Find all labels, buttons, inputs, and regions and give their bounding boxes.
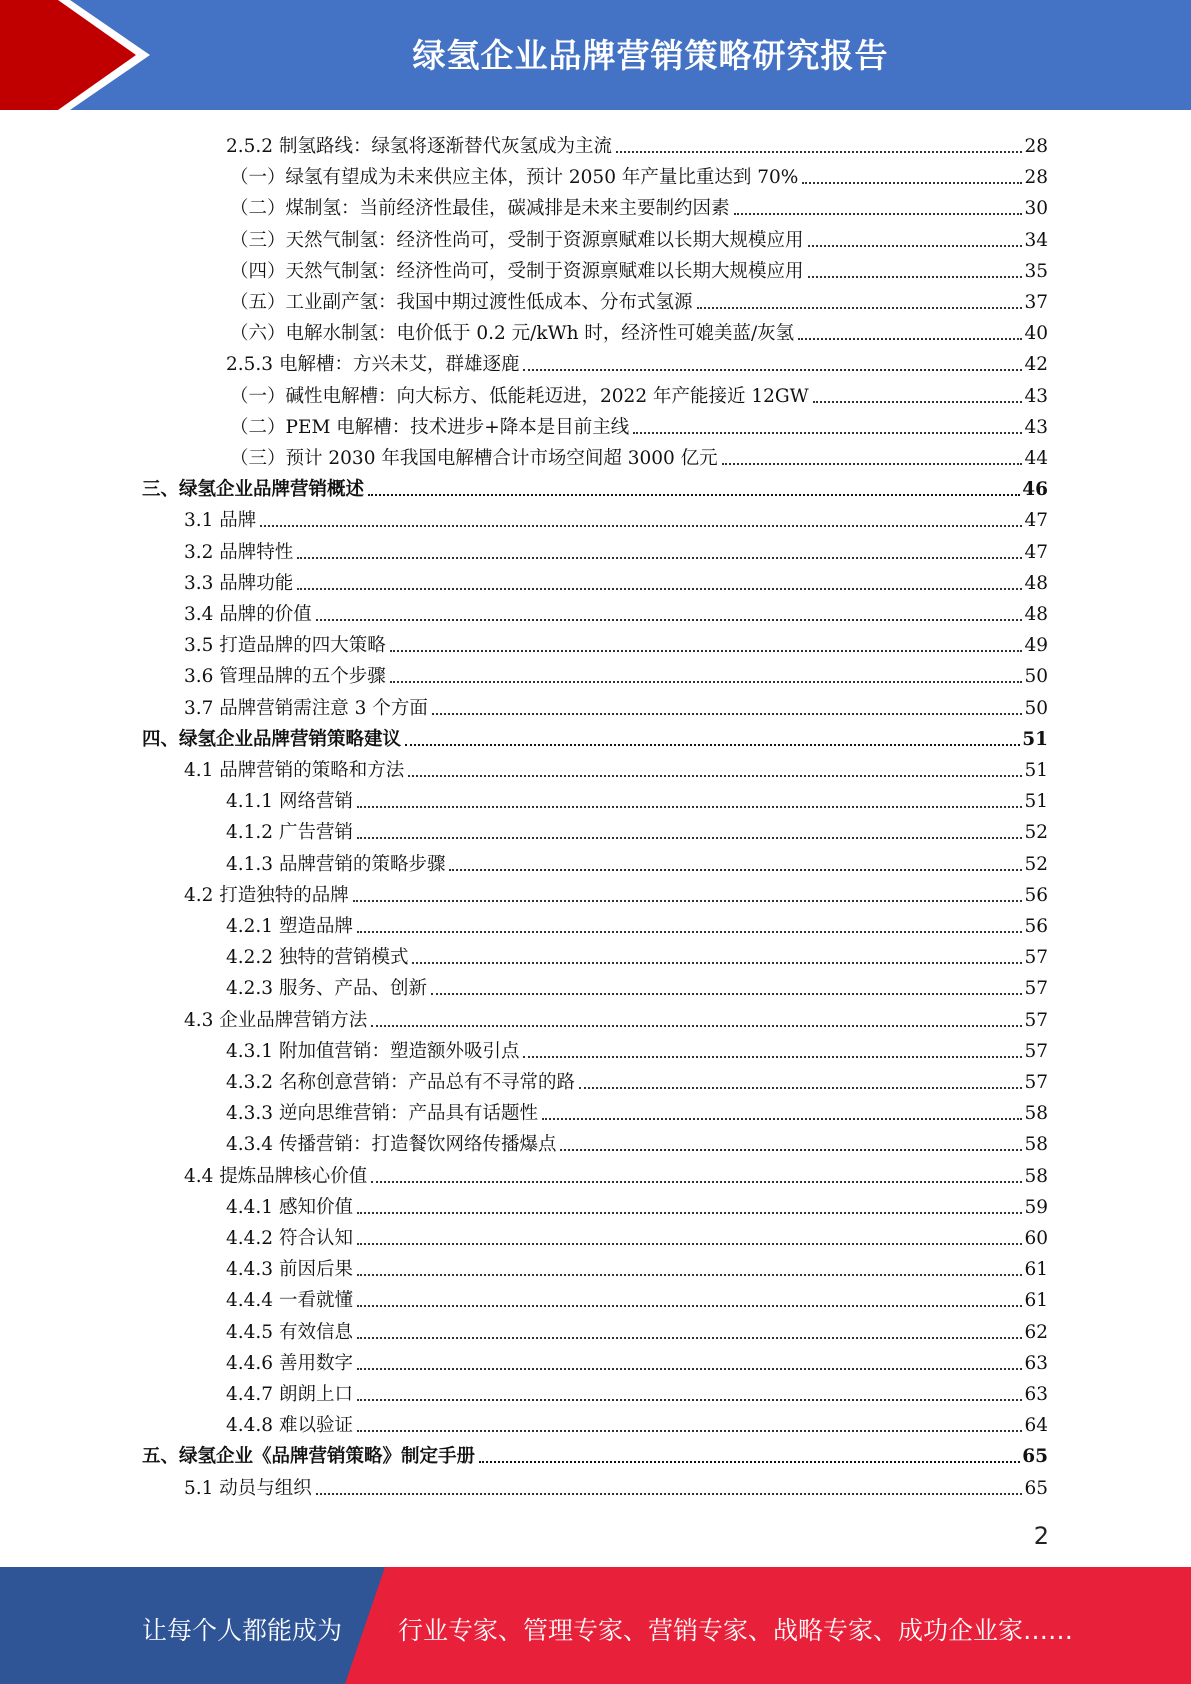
toc-entry[interactable] (226, 1189, 1048, 1219)
toc-entry-title: 4.4.6 善用数字 (226, 1352, 353, 1374)
toc-leader-dots (633, 432, 1022, 434)
toc-entry[interactable] (184, 752, 1048, 782)
toc-leader-dots (808, 245, 1023, 247)
toc-entry[interactable] (230, 253, 1048, 283)
toc-entry-title: 4.1.2 广告营销 (226, 822, 353, 844)
toc-entry-title: 3.6 管理品牌的五个步骤 (184, 666, 386, 688)
toc-entry-page: 37 (1024, 292, 1048, 313)
toc-entry-title: （六）电解水制氢：电价低于 0.2 元/kWh 时，经济性可媲美蓝/灰氢 (230, 323, 795, 345)
toc-entry-page: 50 (1024, 666, 1048, 688)
toc-entry[interactable] (184, 877, 1048, 907)
toc-entry-title: 2.5.3 电解槽：方兴未艾，群雄逐鹿 (226, 354, 520, 376)
toc-entry[interactable] (226, 814, 1048, 844)
toc-entry-title: 五、绿氢企业《品牌营销策略》制定手册 (142, 1446, 476, 1468)
toc-entry-page: 44 (1024, 448, 1048, 469)
toc-leader-dots (357, 1274, 1023, 1276)
toc-entry[interactable] (230, 222, 1048, 252)
toc-entry-page: 46 (1022, 479, 1048, 501)
toc-entry-page: 48 (1024, 572, 1048, 594)
toc-entry-title: （一）碱性电解槽：向大标方、低能耗迈进，2022 年产能接近 12GW (230, 385, 809, 407)
toc-entry-page: 57 (1024, 978, 1048, 1000)
toc-leader-dots (616, 151, 1022, 153)
toc-entry[interactable] (226, 346, 1048, 376)
toc-leader-dots (813, 401, 1023, 403)
toc-entry-title: 4.2 打造独特的品牌 (184, 884, 349, 906)
toc-entry-title: （二）煤制氢：当前经济性最佳，碳减排是未来主要制约因素 (230, 198, 730, 220)
toc-entry-page: 57 (1024, 1072, 1048, 1093)
footer-slogan-right: 行业专家、管理专家、营销专家、战略专家、成功企业家…… (398, 1616, 1074, 1645)
toc-entry[interactable] (184, 1470, 1048, 1500)
toc-entry-page: 57 (1024, 947, 1048, 969)
page-footer (0, 1567, 1191, 1684)
toc-entry[interactable] (142, 1438, 1048, 1468)
toc-leader-dots (390, 681, 1023, 683)
toc-leader-dots (316, 1493, 1023, 1495)
toc-leader-dots (579, 1087, 1022, 1089)
toc-entry-page: 57 (1024, 1009, 1048, 1031)
toc-leader-dots (357, 1399, 1023, 1401)
toc-entry-page: 48 (1024, 604, 1048, 625)
toc-entry[interactable] (226, 783, 1048, 813)
toc-leader-dots (316, 619, 1023, 621)
toc-leader-dots (297, 557, 1022, 559)
toc-entry[interactable] (226, 1064, 1048, 1094)
toc-entry-title: 4.1.3 品牌营销的策略步骤 (226, 853, 446, 875)
toc-entry-page: 56 (1024, 884, 1048, 906)
toc-entry-page: 52 (1024, 822, 1048, 844)
report-title: 绿氢企业品牌营销策略研究报告 (412, 36, 889, 75)
toc-entry[interactable] (142, 721, 1048, 751)
toc-entry-page: 60 (1024, 1228, 1048, 1249)
toc-entry-title: （三）天然气制氢：经济性尚可，受制于资源禀赋难以长期大规模应用 (230, 229, 804, 251)
toc-leader-dots (523, 1056, 1022, 1058)
toc-entry[interactable] (184, 596, 1048, 626)
toc-entry[interactable] (226, 1033, 1048, 1063)
toc-entry-page: 62 (1024, 1321, 1048, 1343)
toc-entry-title: 4.2.1 塑造品牌 (226, 916, 353, 937)
toc-entry[interactable] (226, 1407, 1048, 1437)
toc-entry[interactable] (226, 908, 1048, 938)
toc-entry-page: 42 (1024, 354, 1048, 376)
toc-entry[interactable] (184, 627, 1048, 657)
toc-entry-page: 59 (1024, 1196, 1048, 1218)
toc-leader-dots (432, 713, 1023, 715)
toc-entry-title: 3.2 品牌特性 (184, 541, 294, 563)
toc-leader-dots (297, 588, 1022, 590)
toc-entry-title: （一）绿氢有望成为未来供应主体，预计 2050 年产量比重达到 70% (230, 167, 799, 189)
toc-entry[interactable] (226, 1126, 1048, 1156)
toc-entry-page: 51 (1024, 791, 1048, 813)
toc-entry-title: 4.3.2 名称创意营销：产品总有不寻常的路 (226, 1072, 575, 1093)
toc-entry[interactable] (184, 690, 1048, 720)
toc-leader-dots (357, 837, 1023, 839)
toc-entry-title: 4.2.3 服务、产品、创新 (226, 978, 427, 1000)
toc-entry[interactable] (226, 846, 1048, 876)
toc-entry-title: （四）天然气制氢：经济性尚可，受制于资源禀赋难以长期大规模应用 (230, 260, 804, 282)
toc-entry-page: 56 (1024, 916, 1048, 937)
toc-entry-title: 4.4.8 难以验证 (226, 1415, 353, 1437)
toc-leader-dots (412, 962, 1022, 964)
toc-entry[interactable] (230, 284, 1048, 314)
toc-leader-dots (802, 182, 1022, 184)
toc-entry-page: 40 (1024, 323, 1048, 345)
toc-leader-dots (808, 276, 1023, 278)
footer-slogan-left: 让每个人都能成为 (142, 1616, 343, 1645)
toc-entry-title: 3.7 品牌营销需注意 3 个方面 (184, 697, 428, 719)
toc-entry[interactable] (230, 190, 1048, 220)
toc-entry-page: 28 (1024, 136, 1048, 157)
toc-entry-title: 3.3 品牌功能 (184, 572, 294, 594)
toc-leader-dots (697, 307, 1023, 309)
toc-entry[interactable] (184, 658, 1048, 688)
page-header (0, 0, 1191, 110)
toc-leader-dots (449, 869, 1022, 871)
toc-leader-dots (260, 525, 1022, 527)
toc-entry-page: 50 (1024, 697, 1048, 719)
toc-entry-title: 4.3.4 传播营销：打造餐饮网络传播爆点 (226, 1134, 557, 1156)
toc-entry[interactable] (184, 534, 1048, 564)
toc-entry-page: 52 (1024, 853, 1048, 875)
toc-leader-dots (357, 1368, 1023, 1370)
toc-entry-title: 3.4 品牌的价值 (184, 604, 312, 625)
toc-entry[interactable] (226, 1095, 1048, 1125)
toc-leader-dots (357, 1337, 1023, 1339)
toc-entry[interactable] (226, 1220, 1048, 1250)
toc-entry-page: 47 (1024, 510, 1048, 532)
toc-entry[interactable] (226, 970, 1048, 1000)
toc-entry[interactable] (226, 1282, 1048, 1312)
toc-entry[interactable] (226, 1376, 1048, 1406)
toc-entry-page: 51 (1024, 760, 1048, 781)
toc-entry[interactable] (230, 440, 1048, 470)
toc-entry-page: 30 (1024, 198, 1048, 220)
toc-entry-page: 65 (1024, 1477, 1048, 1499)
toc-entry-page: 58 (1024, 1103, 1048, 1125)
toc-leader-dots (408, 775, 1022, 777)
toc-entry[interactable] (184, 1002, 1048, 1032)
page-number: 2 (1033, 1522, 1049, 1550)
toc-entry-title: 2.5.2 制氢路线：绿氢将逐渐替代灰氢成为主流 (226, 136, 612, 157)
toc-entry-page: 58 (1024, 1134, 1048, 1156)
toc-leader-dots (357, 1430, 1023, 1432)
toc-entry-page: 49 (1024, 635, 1048, 657)
toc-entry-title: 5.1 动员与组织 (184, 1477, 312, 1499)
toc-leader-dots (542, 1118, 1022, 1120)
toc-entry-title: 4.4 提炼品牌核心价值 (184, 1165, 368, 1187)
toc-entry-title: 4.3.3 逆向思维营销：产品具有话题性 (226, 1103, 538, 1125)
toc-entry-page: 51 (1022, 728, 1048, 750)
toc-entry[interactable] (230, 378, 1048, 408)
toc-entry-page: 63 (1024, 1352, 1048, 1374)
toc-entry-title: 4.1.1 网络营销 (226, 791, 353, 813)
toc-entry-title: （二）PEM 电解槽：技术进步+降本是目前主线 (230, 416, 630, 438)
toc-entry-page: 58 (1024, 1165, 1048, 1187)
toc-entry-title: 三、绿氢企业品牌营销概述 (142, 479, 365, 501)
toc-entry-page: 43 (1024, 385, 1048, 407)
toc-entry-page: 61 (1024, 1259, 1048, 1281)
toc-entry[interactable] (230, 409, 1048, 439)
toc-entry-title: （五）工业副产氢：我国中期过渡性低成本、分布式氢源 (230, 292, 693, 313)
toc-leader-dots (734, 213, 1023, 215)
toc-entry[interactable] (184, 1158, 1048, 1188)
toc-entry-page: 47 (1024, 541, 1048, 563)
toc-entry-title: 4.2.2 独特的营销模式 (226, 947, 409, 969)
toc-entry-page: 63 (1024, 1384, 1048, 1405)
toc-entry[interactable] (142, 471, 1048, 501)
toc-leader-dots (405, 744, 1020, 746)
toc-entry[interactable] (226, 1314, 1048, 1344)
toc-entry-title: 4.4.5 有效信息 (226, 1321, 353, 1343)
toc-entry-page: 65 (1022, 1446, 1048, 1468)
toc-entry[interactable] (226, 1251, 1048, 1281)
toc-entry-page: 43 (1024, 416, 1048, 438)
toc-entry-title: 4.4.7 朗朗上口 (226, 1384, 353, 1405)
toc-leader-dots (431, 993, 1022, 995)
toc-entry-title: 4.1 品牌营销的策略和方法 (184, 760, 405, 781)
toc-entry-title: （三）预计 2030 年我国电解槽合计市场空间超 3000 亿元 (230, 448, 718, 469)
toc-leader-dots (560, 1149, 1022, 1151)
toc-entry[interactable] (226, 939, 1048, 969)
toc-entry-page: 28 (1024, 167, 1048, 189)
toc-entry-page: 35 (1024, 260, 1048, 282)
toc-leader-dots (479, 1461, 1020, 1463)
toc-leader-dots (368, 494, 1020, 496)
toc-entry-title: 4.3 企业品牌营销方法 (184, 1009, 368, 1031)
toc-entry-page: 61 (1024, 1290, 1048, 1312)
toc-entry-title: 4.4.4 一看就懂 (226, 1290, 353, 1312)
toc-leader-dots (371, 1181, 1022, 1183)
toc-entry[interactable] (184, 502, 1048, 532)
toc-entry-title: 3.1 品牌 (184, 510, 257, 532)
toc-leader-dots (357, 1212, 1023, 1214)
toc-leader-dots (371, 1025, 1022, 1027)
toc-leader-dots (722, 463, 1023, 465)
toc-leader-dots (357, 1305, 1023, 1307)
toc-entry-title: 4.4.2 符合认知 (226, 1228, 353, 1249)
toc-leader-dots (798, 338, 1022, 340)
toc-leader-dots (357, 806, 1023, 808)
toc-leader-dots (357, 931, 1023, 933)
toc-entry-title: 4.4.1 感知价值 (226, 1196, 353, 1218)
toc-leader-dots (357, 1243, 1023, 1245)
toc-entry-title: 4.3.1 附加值营销：塑造额外吸引点 (226, 1040, 520, 1062)
toc-entry-page: 64 (1024, 1415, 1048, 1437)
toc-leader-dots (390, 650, 1023, 652)
toc-entry[interactable] (230, 315, 1048, 345)
toc-entry-title: 3.5 打造品牌的四大策略 (184, 635, 386, 657)
toc-entry-page: 57 (1024, 1040, 1048, 1062)
toc-entry-title: 四、绿氢企业品牌营销策略建议 (142, 728, 402, 750)
toc-entry-title: 4.4.3 前因后果 (226, 1259, 353, 1281)
toc-entry[interactable] (226, 128, 1048, 158)
toc-leader-dots (523, 369, 1022, 371)
toc-entry-page: 34 (1024, 229, 1048, 251)
toc-entry[interactable] (226, 1345, 1048, 1375)
toc-leader-dots (353, 900, 1023, 902)
toc-entry[interactable] (230, 159, 1048, 189)
toc-entry[interactable] (184, 565, 1048, 595)
